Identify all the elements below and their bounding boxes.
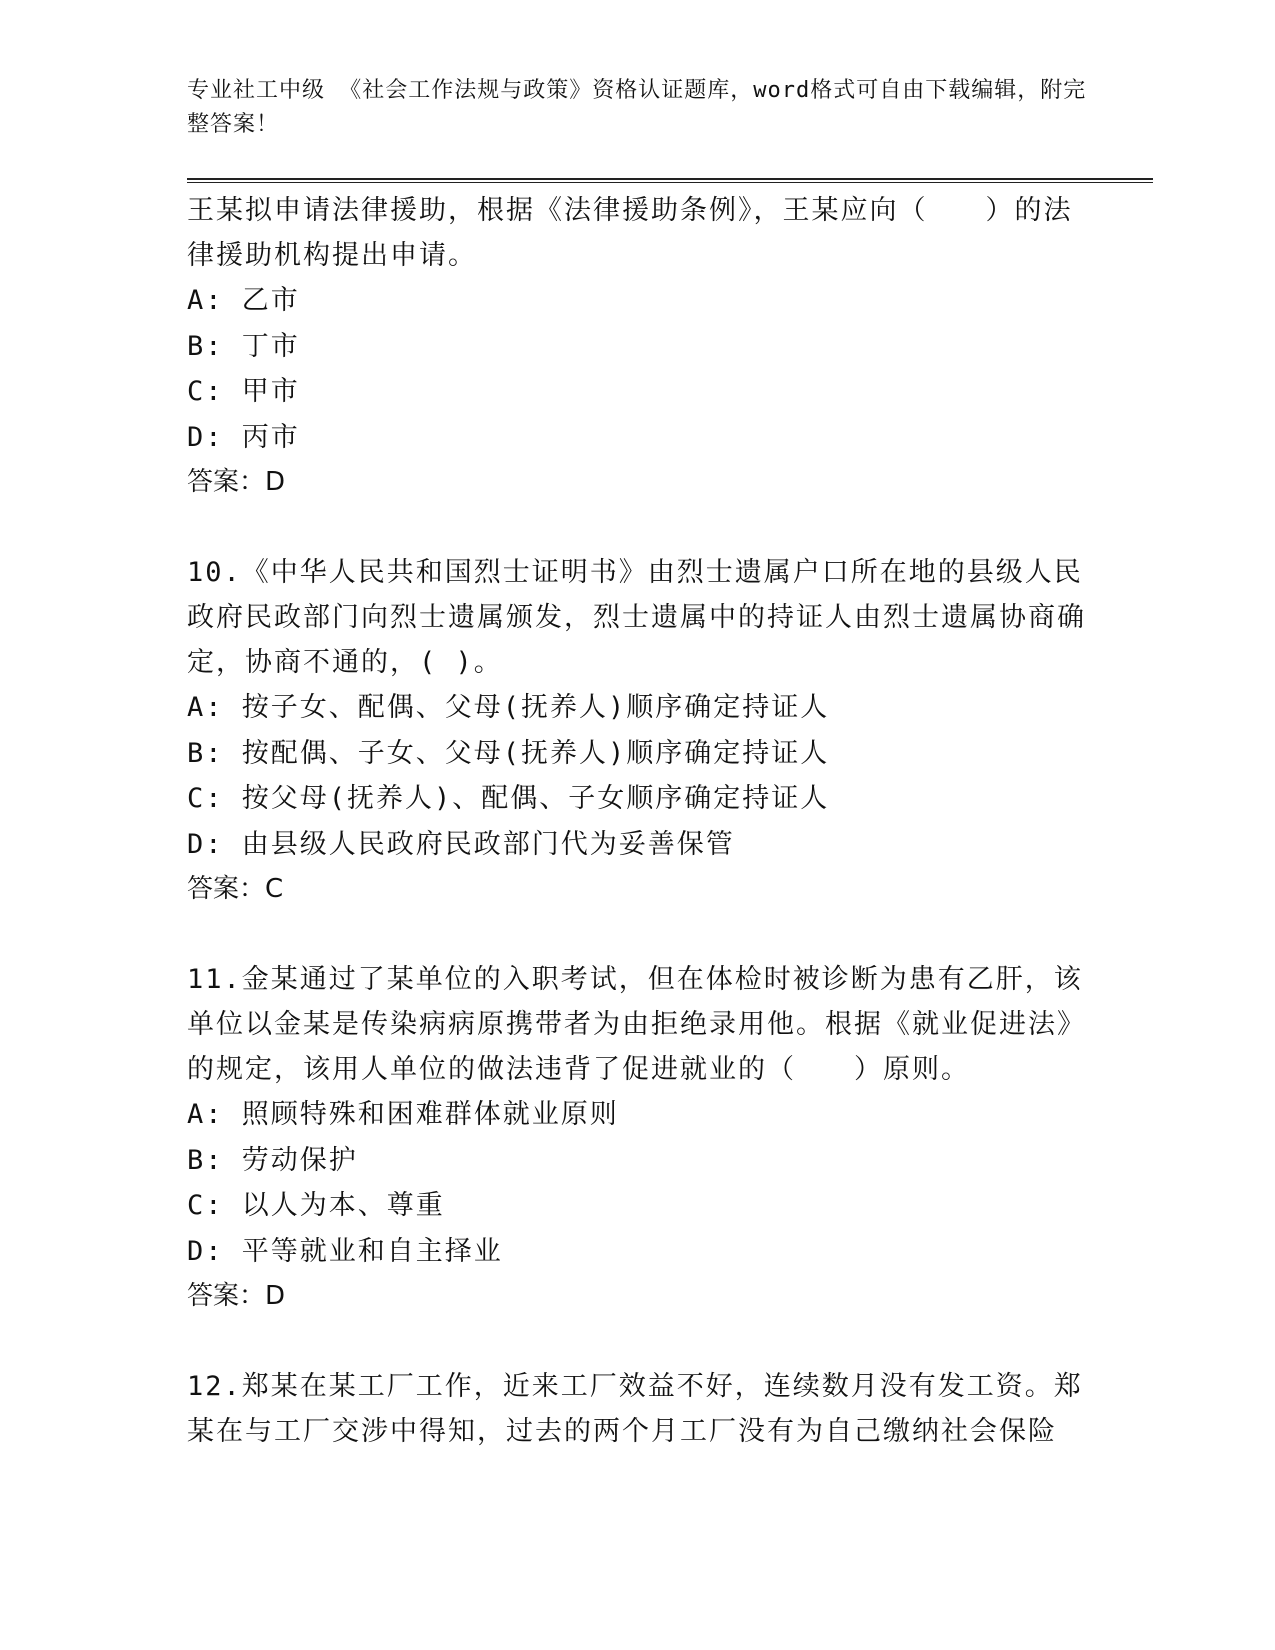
option-b: B: 丁市 (187, 330, 300, 362)
option-d: D: 由县级人民政府民政部门代为妥善保管 (187, 828, 735, 860)
option-c: C: 以人为本、尊重 (187, 1190, 445, 1221)
question-9 (187, 188, 1087, 505)
option-b: B: 劳动保护 (187, 1144, 358, 1176)
document-header: 专业社工中级 《社会工作法规与政策》资格认证题库，word格式可自由下载编辑，附完整答案！ (187, 78, 1087, 137)
question-stem: 王某拟申请法律援助，根据《法律援助条例》，王某应向（ ）的法律援助机构提出申请。 (187, 195, 1073, 271)
question-stem: 10.《中华人民共和国烈士证明书》由烈士遗属户口所在地的县级人民政府民政部门向烈士遗属颁发，烈士遗属中的持证人由烈士遗属协商确定，协商不通的，( )。 (187, 557, 1086, 678)
option-d: D: 丙市 (187, 421, 300, 453)
option-b: B: 按配偶、子女、父母(抚养人)顺序确定持证人 (187, 737, 830, 769)
question-10 (187, 550, 1087, 912)
option-a: A: 照顾特殊和困难群体就业原则 (187, 1099, 619, 1130)
option-c: C: 按父母(抚养人)、配偶、子女顺序确定持证人 (187, 783, 830, 814)
header-divider (187, 178, 1153, 183)
option-a: A: 按子女、配偶、父母(抚养人)顺序确定持证人 (187, 692, 830, 723)
answer-line: 答案：D (187, 467, 286, 497)
option-a: A: 乙市 (187, 285, 300, 316)
option-d: D: 平等就业和自主择业 (187, 1235, 503, 1267)
question-11 (187, 957, 1087, 1319)
spacer (187, 912, 1087, 957)
question-stem: 12.郑某在某工厂工作，近来工厂效益不好，连续数月没有发工资。郑某在与工厂交涉中得知，过去的两个月工厂没有为自己缴纳社会保险 (187, 1371, 1083, 1447)
answer-line: 答案：C (187, 874, 284, 904)
question-list (187, 188, 1087, 1454)
question-12 (187, 1364, 1087, 1454)
question-stem: 11.金某通过了某单位的入职考试，但在体检时被诊断为患有乙肝，该单位以金某是传染病病原携带者为由拒绝录用他。根据《就业促进法》的规定，该用人单位的做法违背了促进就业的（ ）原则。 (187, 964, 1086, 1085)
spacer (187, 1319, 1087, 1364)
option-c: C: 甲市 (187, 376, 300, 407)
spacer (187, 505, 1087, 550)
answer-line: 答案：D (187, 1281, 286, 1311)
